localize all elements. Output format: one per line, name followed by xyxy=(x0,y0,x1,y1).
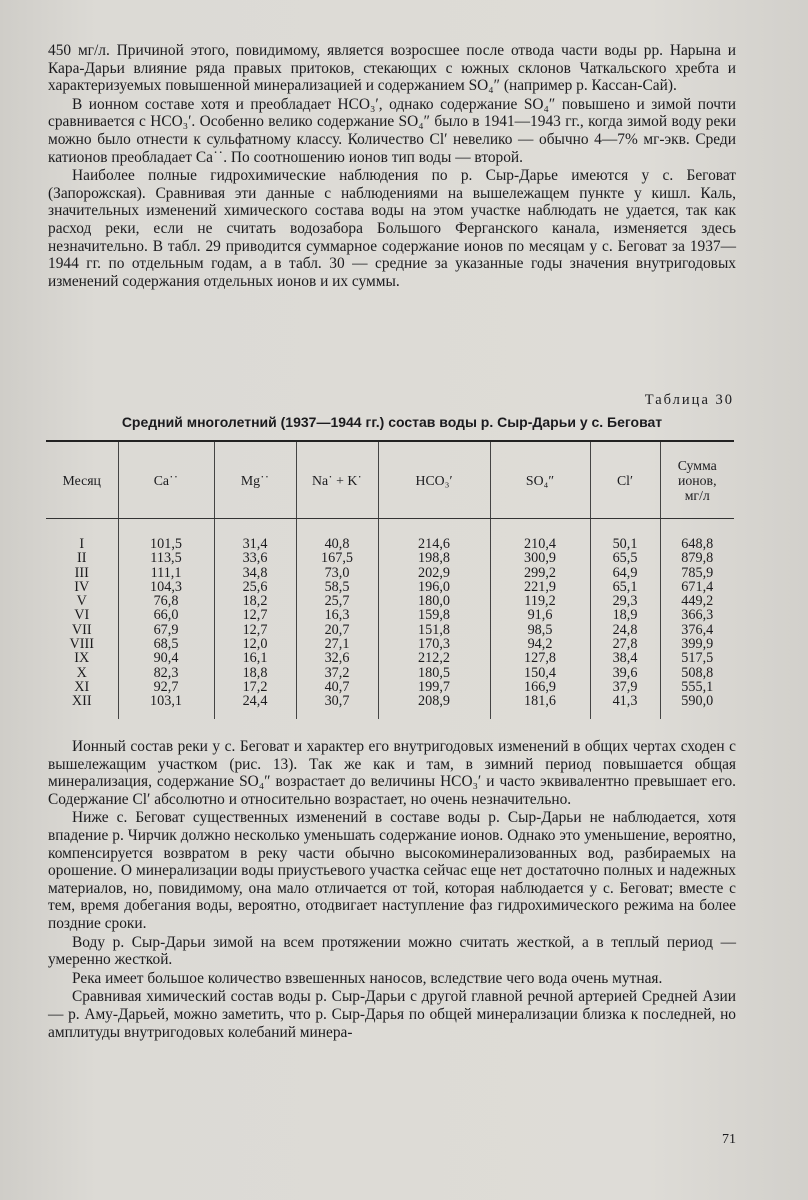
value-cell: 299,2 xyxy=(490,566,590,580)
month-cell: XII xyxy=(71,693,92,710)
table-title: Средний многолетний (1937—1944 гг.) состав воды р. Сыр-Дарьи у с. Беговат xyxy=(121,414,663,430)
paragraph: Сравнивая химический состав воды р. Сыр-Дарьи с другой главной речной артерией Средней Азии — р. Аму-Дарьей, можно заметить, что р. Сыр-Дарья по общей минерализации близка к последней, но амплитуды внутригодовых колебаний минера- xyxy=(48,988,736,1041)
month-cell: VIII xyxy=(69,636,94,653)
value-cell: 180,5 xyxy=(378,666,490,680)
value-cell: 166,9 xyxy=(490,680,590,694)
table-row xyxy=(46,637,734,651)
value-cell: 30,7 xyxy=(296,694,378,718)
value-cell: 27,1 xyxy=(296,637,378,651)
value-cell: 167,5 xyxy=(296,551,378,565)
value-cell: 150,4 xyxy=(490,666,590,680)
value-cell: 555,1 xyxy=(660,680,734,694)
value-cell: 17,2 xyxy=(214,680,296,694)
month-cell: II xyxy=(77,550,87,567)
value-cell: 508,8 xyxy=(660,666,734,680)
value-cell: 376,4 xyxy=(660,623,734,637)
month-cell: IX xyxy=(74,650,90,667)
value-cell: 29,3 xyxy=(590,594,660,608)
value-cell: 68,5 xyxy=(118,637,214,651)
paragraph: Река имеет большое количество взвешенных наносов, вследствие чего вода очень мутная. xyxy=(72,969,663,987)
value-cell: 67,9 xyxy=(118,623,214,637)
value-cell: 879,8 xyxy=(660,551,734,565)
value-cell: 90,4 xyxy=(118,651,214,665)
value-cell: 58,5 xyxy=(296,580,378,594)
value-cell: 111,1 xyxy=(118,566,214,580)
value-cell: 399,9 xyxy=(660,637,734,651)
value-cell: 517,5 xyxy=(660,651,734,665)
value-cell: 113,5 xyxy=(118,551,214,565)
header-sum xyxy=(660,441,734,519)
table-row xyxy=(46,694,734,718)
composition-table xyxy=(46,440,734,719)
table-row xyxy=(46,608,734,622)
value-cell: 671,4 xyxy=(660,580,734,594)
table-row xyxy=(46,666,734,680)
header-hco3: HCO₃′ xyxy=(378,441,490,519)
paragraph: Наиболее полные гидрохимические наблюдения по р. Сыр-Дарье имеются у с. Беговат (Запорожская). Сравнивая эти данные с наблюдениями на вышележащем пункте у кишл. Каль, значительных изменений химического состава воды на этом участке наблюдать не удается, так как расход реки, если не считать водозабора Большого Ферганского канала, изменяется здесь незначительно. В табл. 29 приводится суммарное содержание ионов по месяцам у с. Беговат за 1937—1944 гг. по отдельным годам, а в табл. 30 — средние за указанные годы значения внутригодовых изменений содержания отдельных ионов и их суммы. xyxy=(48,167,736,290)
month-cell: VI xyxy=(74,607,90,624)
value-cell: 40,7 xyxy=(296,680,378,694)
value-cell: 181,6 xyxy=(490,694,590,718)
value-cell: 18,8 xyxy=(214,666,296,680)
value-cell: 198,8 xyxy=(378,551,490,565)
month-cell: VII xyxy=(71,621,92,638)
value-cell: 12,0 xyxy=(214,637,296,651)
header-sum-line: ионов, xyxy=(677,472,717,488)
value-cell: 16,1 xyxy=(214,651,296,665)
value-cell: 127,8 xyxy=(490,651,590,665)
value-cell: 32,6 xyxy=(296,651,378,665)
value-cell: 180,0 xyxy=(378,594,490,608)
value-cell: 76,8 xyxy=(118,594,214,608)
value-cell: 648,8 xyxy=(660,519,734,552)
text-block-top xyxy=(48,42,736,290)
month-cell: I xyxy=(79,536,85,552)
value-cell: 41,3 xyxy=(590,694,660,718)
paragraph: Ионный состав реки у с. Беговат и характер его внутригодовых изменений в общих чертах сходен с вышележащим участком (рис. 13). Так же как и там, в зимний период повышается общая минерализация, содержание SO₄″ возрастает до величины HCO₃′ и часто эквивалентно превышает его. Содержание Cl′ абсолютно и относительно возрастает, но очень незначительно. xyxy=(48,738,736,808)
value-cell: 98,5 xyxy=(490,623,590,637)
value-cell: 196,0 xyxy=(378,580,490,594)
value-cell: 104,3 xyxy=(118,580,214,594)
value-cell: 94,2 xyxy=(490,637,590,651)
value-cell: 12,7 xyxy=(214,608,296,622)
value-cell: 12,7 xyxy=(214,623,296,637)
value-cell: 221,9 xyxy=(490,580,590,594)
value-cell: 24,8 xyxy=(590,623,660,637)
value-cell: 27,8 xyxy=(590,637,660,651)
paragraph: 450 мг/л. Причиной этого, повидимому, является возросшее после отвода части воды рр. Нарына и Кара-Дарьи влияние ряда правых притоков, стекающих с южных склонов Чаткальского хребта и характеризуемых повышенной минерализацией и содержанием SO₄″ (например р. Кассан-Сай). xyxy=(48,42,736,95)
page-number: 71 xyxy=(722,1132,736,1147)
month-cell: V xyxy=(76,593,87,610)
value-cell: 300,9 xyxy=(490,551,590,565)
table-row xyxy=(46,594,734,608)
value-cell: 151,8 xyxy=(378,623,490,637)
table-row xyxy=(46,651,734,665)
value-cell: 40,8 xyxy=(296,519,378,552)
header-mg: Mg˙˙ xyxy=(214,441,296,519)
value-cell: 65,1 xyxy=(590,580,660,594)
value-cell: 170,3 xyxy=(378,637,490,651)
value-cell: 31,4 xyxy=(214,519,296,552)
value-cell: 38,4 xyxy=(590,651,660,665)
value-cell: 25,6 xyxy=(214,580,296,594)
table-row xyxy=(46,623,734,637)
table-row xyxy=(46,566,734,580)
value-cell: 366,3 xyxy=(660,608,734,622)
value-cell: 210,4 xyxy=(490,519,590,552)
header-month: Месяц xyxy=(46,441,118,519)
value-cell: 33,6 xyxy=(214,551,296,565)
month-cell: XI xyxy=(74,678,90,695)
month-cell: IV xyxy=(74,578,90,595)
text-block-bottom xyxy=(48,738,736,1041)
header-sum-line: Сумма xyxy=(677,457,717,473)
value-cell: 449,2 xyxy=(660,594,734,608)
header-sum-line: мг/л xyxy=(684,487,710,503)
value-cell: 199,7 xyxy=(378,680,490,694)
paragraph: В ионном составе хотя и преобладает HCO₃′, однако содержание SO₄″ повышено и зимой почти сравнивается с HCO₃′. Особенно велико содержание SO₄″ было в 1941—1943 гг., когда зимой воду реки можно было отнести к сульфатному классу. Количество Cl′ невелико — обычно 4—7% мг-экв. Среди катионов преобладает Ca˙˙. По соотношению ионов тип воды — второй. xyxy=(48,95,736,166)
value-cell: 64,9 xyxy=(590,566,660,580)
value-cell: 20,7 xyxy=(296,623,378,637)
value-cell: 34,8 xyxy=(214,566,296,580)
value-cell: 39,6 xyxy=(590,666,660,680)
value-cell: 202,9 xyxy=(378,566,490,580)
table-row xyxy=(46,551,734,565)
value-cell: 101,5 xyxy=(118,519,214,552)
table-row xyxy=(46,519,734,552)
header-so4: SO₄″ xyxy=(490,441,590,519)
value-cell: 590,0 xyxy=(660,694,734,718)
table-header-row xyxy=(46,441,734,519)
table-row xyxy=(46,680,734,694)
value-cell: 37,9 xyxy=(590,680,660,694)
value-cell: 82,3 xyxy=(118,666,214,680)
value-cell: 103,1 xyxy=(118,694,214,718)
value-cell: 159,8 xyxy=(378,608,490,622)
month-cell: III xyxy=(74,564,89,581)
header-na-k: Na˙ + K˙ xyxy=(296,441,378,519)
value-cell: 91,6 xyxy=(490,608,590,622)
value-cell: 212,2 xyxy=(378,651,490,665)
value-cell: 214,6 xyxy=(378,519,490,552)
table-label: Таблица 30 xyxy=(644,392,734,408)
month-cell: X xyxy=(76,664,87,681)
paragraph: Воду р. Сыр-Дарьи зимой на всем протяжении можно считать жесткой, а в теплый период — умеренно жесткой. xyxy=(48,933,736,969)
value-cell: 18,2 xyxy=(214,594,296,608)
value-cell: 24,4 xyxy=(214,694,296,718)
value-cell: 785,9 xyxy=(660,566,734,580)
table-row xyxy=(46,580,734,594)
header-cl: Cl′ xyxy=(590,441,660,519)
value-cell: 119,2 xyxy=(490,594,590,608)
value-cell: 208,9 xyxy=(378,694,490,718)
value-cell: 65,5 xyxy=(590,551,660,565)
paragraph: Ниже с. Беговат существенных изменений в составе воды р. Сыр-Дарьи не наблюдается, хотя впадение р. Чирчик должно несколько уменьшать содержание ионов. Однако это уменьшение, вероятно, компенсируется возвратом в реку части обычно высокоминерализованных вод, разбираемых на орошение. О минерализации воды приустьевого участка сейчас еще нет достаточно полных и надежных материалов, но, повидимому, она мало отличается от той, которая наблюдается у с. Беговат; вместе с тем, время добегания воды, вероятно, отодвигает наступление фаз гидрохимического режима на более поздние сроки. xyxy=(48,809,736,932)
value-cell: 37,2 xyxy=(296,666,378,680)
value-cell: 73,0 xyxy=(296,566,378,580)
header-ca: Ca˙˙ xyxy=(118,441,214,519)
table-body xyxy=(46,519,734,719)
value-cell: 18,9 xyxy=(590,608,660,622)
value-cell: 50,1 xyxy=(590,519,660,552)
value-cell: 92,7 xyxy=(118,680,214,694)
value-cell: 25,7 xyxy=(296,594,378,608)
value-cell: 66,0 xyxy=(118,608,214,622)
value-cell: 16,3 xyxy=(296,608,378,622)
